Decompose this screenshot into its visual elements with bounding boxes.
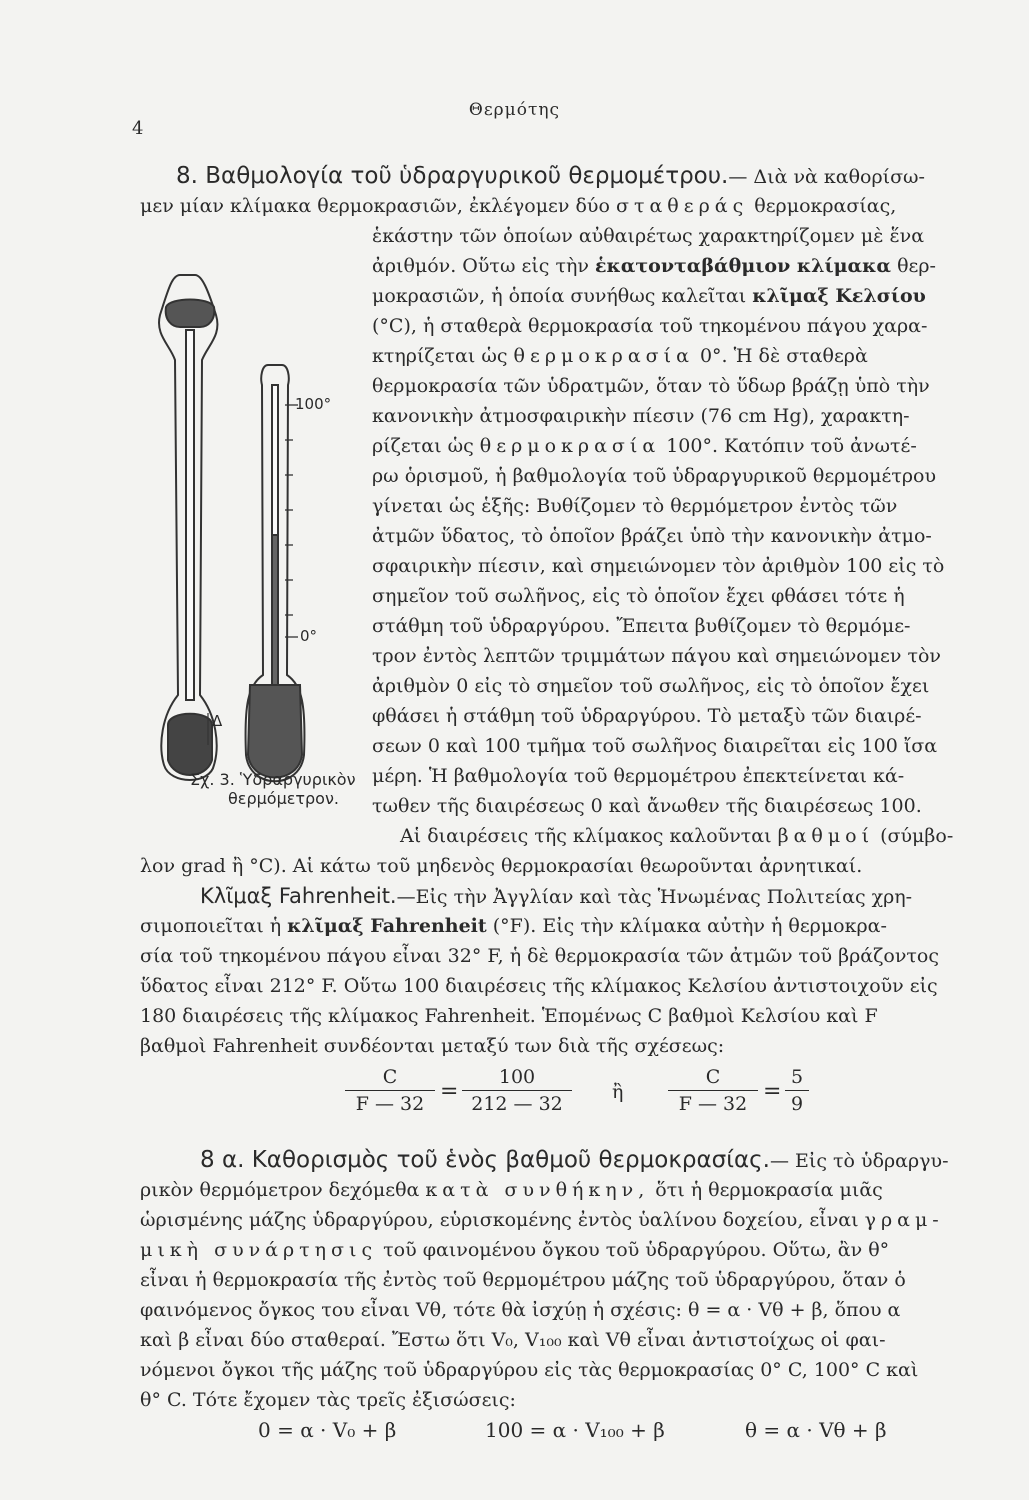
eq2-fraction: 100 212 — 32 [462,1066,572,1115]
section8-line-22: τωθεν τῆς διαιρέσεως 0 καὶ ἄνωθεν τῆς διαιρέσεως 100. [372,795,922,817]
eq3-equals: = [763,1079,782,1104]
section8-line-1: 8. Βαθμολογία τοῦ ὑδραργυρικοῦ θερμομέτρου.— Διὰ νὰ καθορίσω- [176,163,925,189]
fahrenheit-title: Κλῖμαξ Fahrenheit. [200,884,397,908]
or-word: ἢ [612,1081,624,1103]
section8-line-5: μοκρασιῶν, ἡ ὁποία συνήθως καλεῖται κλῖμαξ Κελσίου [372,285,926,307]
section8a-line-5: εἶναι ἡ θερμοκρασία τῆς ἐντὸς τοῦ θερμομέτρου μάζης τοῦ ὑδραργύρου, ὅταν ὁ [140,1269,906,1291]
section8-line-12: γίνεται ὡς ἑξῆς: Βυθίζομεν τὸ θερμόμετρον ἐντὸς τῶν [372,495,898,517]
fahrenheit-line-2: σιμοποιεῖται ἡ κλῖμαξ Fahrenheit (°F). Εἰς τὴν κλίμακα αὐτὴν ἡ θερμοκρα- [140,915,887,937]
fahrenheit-line-6: βαθμοὶ Fahrenheit συνδέονται μεταξύ των διὰ τῆς σχέσεως: [140,1035,725,1057]
figure-caption: Σχ. 3. Ὑδραργυρικὸν θερμόμετρον. [190,770,356,808]
section8a-line-8: νόμενοι ὄγκοι τῆς μάζης τοῦ ὑδραργύρου εἰς τὰς θερμοκρασίας 0° C, 100° C καὶ [140,1359,919,1381]
section8-line-20: σεων 0 καὶ 100 τμῆμα τοῦ σωλῆνος διαιρεῖται εἰς 100 ἴσα [372,735,938,757]
eq4-fraction: 5 9 [785,1066,809,1115]
section8-line-11: ρω ὁρισμοῦ, ἡ βαθμολογία τοῦ ὑδραργυρικοῦ θερμομέτρου [372,465,936,487]
eq3-fraction: C F — 32 [668,1066,758,1115]
section8-line-8: θερμοκρασία τῶν ὑδρατμῶν, ὅταν τὸ ὕδωρ βράζῃ ὑπὸ τὴν [372,375,930,397]
section8a-eq-1: 0 = α · V₀ + β [258,1418,397,1442]
section8-line-6: (°C), ἡ σταθερὰ θερμοκρασία τοῦ τηκομένου πάγου χαρα- [372,315,928,337]
fahrenheit-line-3: σία τοῦ τηκομένου πάγου εἶναι 32° F, ἡ δὲ θερμοκρασία τῶν ἀτμῶν τοῦ βράζοντος [140,945,939,967]
thermometer-figure [150,245,370,825]
section8a-line-1: 8 α. Καθορισμὸς τοῦ ἑνὸς βαθμοῦ θερμοκρασίας.— Εἰς τὸ ὑδραργυ- [200,1147,949,1173]
section8-line-2: μεν μίαν κλίμακα θερμοκρασιῶν, ἐκλέγομεν δύο σταθεράς θερμοκρασίας, [140,195,897,217]
section8-line-21: μέρη. Ἡ βαθμολογία τοῦ θερμομέτρου ἐπεκτείνεται κά- [372,765,905,787]
section8-line-3: ἑκάστην τῶν ὁποίων αὐθαιρέτως χαρακτηρίζομεν μὲ ἕνα [372,225,925,247]
eq1-equals: = [440,1079,459,1104]
section8a-line-3: ὡρισμένης μάζης ὑδραργύρου, εὑρισκομένης ἐντὸς ὑαλίνου δοχείου, εἶναι γραμ- [140,1209,944,1231]
fahrenheit-line-5: 180 διαιρέσεις τῆς κλίμακος Fahrenheit. Ἑπομένως C βαθμοὶ Κελσίου καὶ F [140,1005,878,1027]
section8-line-24: λον grad ἢ °C). Αἱ κάτω τοῦ μηδενὸς θερμοκρασίαι θεωροῦνται ἀρνητικαί. [140,855,863,877]
section8-line-4: ἀριθμόν. Οὕτω εἰς τὴν ἑκατονταβάθμιον κλίμακα θερ- [372,255,936,277]
section8-title: 8. Βαθμολογία τοῦ ὑδραργυρικοῦ θερμομέτρου. [176,163,729,189]
section8a-line-6: φαινόμενος ὄγκος του εἶναι Vθ, τότε θὰ ἰσχύῃ ἡ σχέσις: θ = α · Vθ + β, ὅπου α [140,1299,901,1321]
section8-line-15: σημεῖον τοῦ σωλῆνος, εἰς τὸ ὁποῖον ἔχει φθάσει τότε ἡ [372,585,905,607]
section8-line-10: ρίζεται ὡς θερμοκρασία 100°. Κατόπιν τοῦ ἀνωτέ- [372,435,917,457]
section8-line-9: κανονικὴν ἀτμοσφαιρικὴν πίεσιν (76 cm Hg), χαρακτη- [372,405,910,427]
right-thermometer [246,365,305,781]
page-number: 4 [132,118,144,139]
section8-line-14: σφαιρικὴν πίεσιν, καὶ σημειώνομεν τὸν ἀριθμὸν 100 εἰς τὸ [372,555,945,577]
label-100-degrees: 100° [295,395,332,413]
section8-line-18: ἀριθμὸν 0 εἰς τὸ σημεῖον τοῦ σωλῆνος, εἰς τὸ ὁποῖον ἔχει [372,675,930,697]
section8-line-23: Αἱ διαιρέσεις τῆς κλίμακος καλοῦνται βαθμοί (σύμβο- [400,825,954,847]
section8a-eq-2: 100 = α · V₁₀₀ + β [485,1418,665,1442]
running-head: Θερμότης [468,100,561,120]
left-thermometer [159,275,217,780]
section8-line-7: κτηρίζεται ὡς θερμοκρασία 0°. Ἡ δὲ σταθερὰ [372,345,868,367]
section8-line-17: τρον ἐντὸς λεπτῶν τριμμάτων πάγου καὶ σημειώνομεν τὸν [372,645,941,667]
label-delta: Δ [212,712,223,730]
eq1-fraction: C F — 32 [345,1066,435,1115]
section8a-line-7: καὶ β εἶναι δύο σταθεραί. Ἔστω ὅτι V₀, V₁₀₀ καὶ Vθ εἶναι ἀντιστοίχως οἱ φαι- [140,1329,886,1351]
section8-line-19: φθάσει ἡ στάθμη τοῦ ὑδραργύρου. Τὸ μεταξὺ τῶν διαιρέ- [372,705,922,727]
fahrenheit-line-4: ὕδατος εἶναι 212° F. Οὕτω 100 διαιρέσεις τῆς κλίμακος Κελσίου ἀντιστοιχοῦν εἰς [140,975,938,997]
section8-line-16: στάθμη τοῦ ὑδραργύρου. Ἔπειτα βυθίζομεν τὸ θερμόμε- [372,615,911,637]
fahrenheit-line-1: Κλῖμαξ Fahrenheit.—Εἰς τὴν Ἀγγλίαν καὶ τὰς Ἡνωμένας Πολιτείας χρη- [200,884,913,908]
label-0-degrees: 0° [300,627,318,645]
section8a-line-4: μικὴ συνάρτησις τοῦ φαινομένου ὄγκου τοῦ ὑδραργύρου. Οὕτω, ἂν θ° [140,1239,890,1261]
section8a-title: 8 α. Καθορισμὸς τοῦ ἑνὸς βαθμοῦ θερμοκρασίας. [200,1147,770,1173]
section8-line-13: ἀτμῶν ὕδατος, τὸ ὁποῖον βράζει ὑπὸ τὴν κανονικὴν ἀτμο- [372,525,932,547]
section8a-line-2: ρικὸν θερμόμετρον δεχόμεθα κατὰ συνθήκην, ὅτι ἡ θερμοκρασία μιᾶς [140,1179,883,1201]
section8a-line-9: θ° C. Τότε ἔχομεν τὰς τρεῖς ἐξισώσεις: [140,1389,516,1411]
section8a-eq-3: θ = α · Vθ + β [745,1418,887,1442]
